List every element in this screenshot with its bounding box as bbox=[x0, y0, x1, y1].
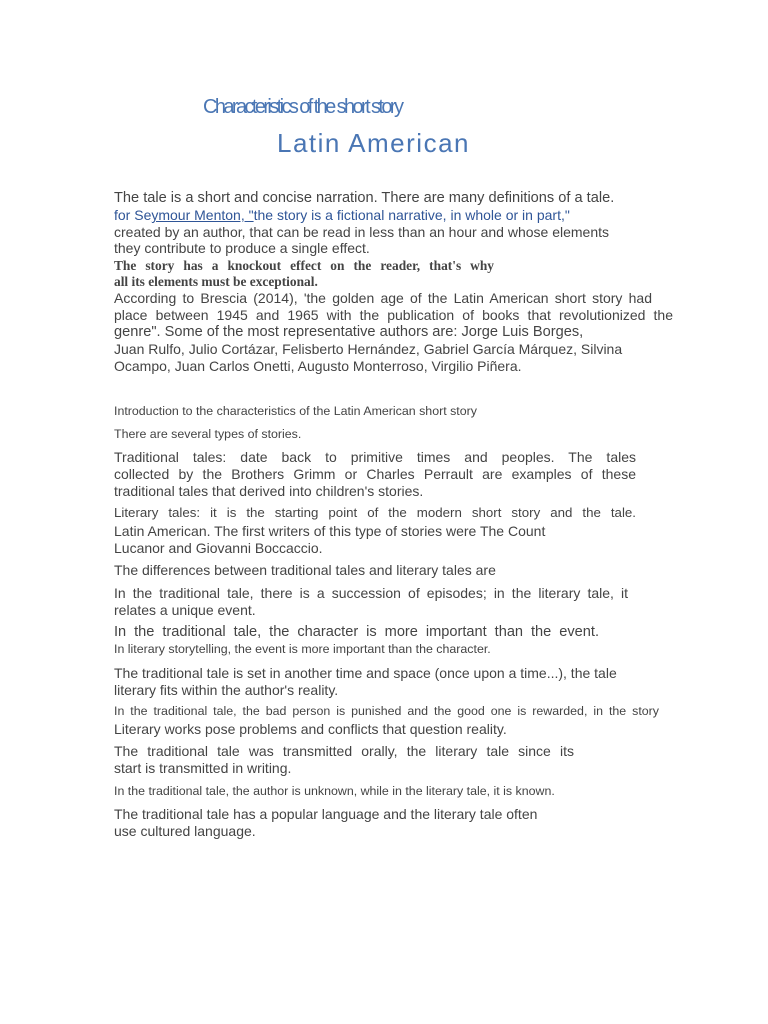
paragraph-line: The differences between traditional tales and literary tales are bbox=[114, 562, 496, 578]
paragraph-line: Lucanor and Giovanni Boccaccio. bbox=[114, 540, 323, 556]
author-link[interactable]: ymour Menton, " bbox=[151, 207, 254, 223]
paragraph-line: In literary storytelling, the event is more important than the character. bbox=[114, 642, 491, 656]
paragraph-line: Traditional tales: date back to primitive times and peoples. The tales bbox=[114, 449, 636, 465]
quote-line bbox=[114, 207, 570, 223]
paragraph-line: Latin American. The first writers of this type of stories were The Count bbox=[114, 523, 546, 539]
paragraph-line: The traditional tale has a popular language and the literary tale often bbox=[114, 806, 538, 822]
emphasis-line: all its elements must be exceptional. bbox=[114, 274, 318, 289]
paragraph-line: In the traditional tale, the bad person is punished and the good one is rewarded, in the story bbox=[114, 704, 659, 718]
section-heading: Introduction to the characteristics of the Latin American short story bbox=[114, 404, 477, 418]
paragraph-line: Literary tales: it is the starting point of the modern short story and the tale. bbox=[114, 505, 636, 520]
paragraph-line: In the traditional tale, the character is more important than the event. bbox=[114, 624, 599, 640]
paragraph-line: Ocampo, Juan Carlos Onetti, Augusto Monterroso, Virgilio Piñera. bbox=[114, 358, 522, 374]
paragraph-line: they contribute to produce a single effect. bbox=[114, 240, 370, 256]
paragraph-line: In the traditional tale, there is a succession of episodes; in the literary tale, it bbox=[114, 585, 628, 601]
paragraph-line: In the traditional tale, the author is unknown, while in the literary tale, it is known. bbox=[114, 784, 555, 798]
paragraph-line: The traditional tale is set in another time and space (once upon a time...), the tale bbox=[114, 665, 617, 681]
paragraph-line: use cultured language. bbox=[114, 823, 256, 839]
paragraph-line: The traditional tale was transmitted orally, the literary tale since its bbox=[114, 743, 574, 759]
paragraph-line: Juan Rulfo, Julio Cortázar, Felisberto Hernández, Gabriel García Márquez, Silvina bbox=[114, 341, 623, 357]
paragraph-line: According to Brescia (2014), 'the golden age of the Latin American short story had bbox=[114, 290, 652, 306]
paragraph-line: collected by the Brothers Grimm or Charles Perrault are examples of these bbox=[114, 466, 636, 482]
paragraph-line: There are several types of stories. bbox=[114, 427, 302, 441]
paragraph-line: traditional tales that derived into children's stories. bbox=[114, 483, 424, 499]
paragraph-line: start is transmitted in writing. bbox=[114, 760, 292, 776]
document-title: Latin American bbox=[277, 128, 470, 158]
quote-text: for Se bbox=[114, 207, 152, 223]
paragraph-line: place between 1945 and 1965 with the publication of books that revolutionized the bbox=[114, 307, 673, 323]
emphasis-line: The story has a knockout effect on the reader, that's why bbox=[114, 258, 494, 273]
document-subtitle: Characteristics of the short story bbox=[203, 96, 402, 118]
paragraph-line: genre". Some of the most representative authors are: Jorge Luis Borges, bbox=[114, 324, 584, 340]
paragraph-line: The tale is a short and concise narration. There are many definitions of a tale. bbox=[114, 190, 615, 206]
paragraph-line: created by an author, that can be read in less than an hour and whose elements bbox=[114, 224, 609, 240]
paragraph-line: Literary works pose problems and conflicts that question reality. bbox=[114, 721, 507, 737]
quote-text: the story is a fictional narrative, in whole or in part," bbox=[253, 207, 570, 223]
paragraph-line: relates a unique event. bbox=[114, 602, 256, 618]
paragraph-line: literary fits within the author's reality. bbox=[114, 682, 339, 698]
